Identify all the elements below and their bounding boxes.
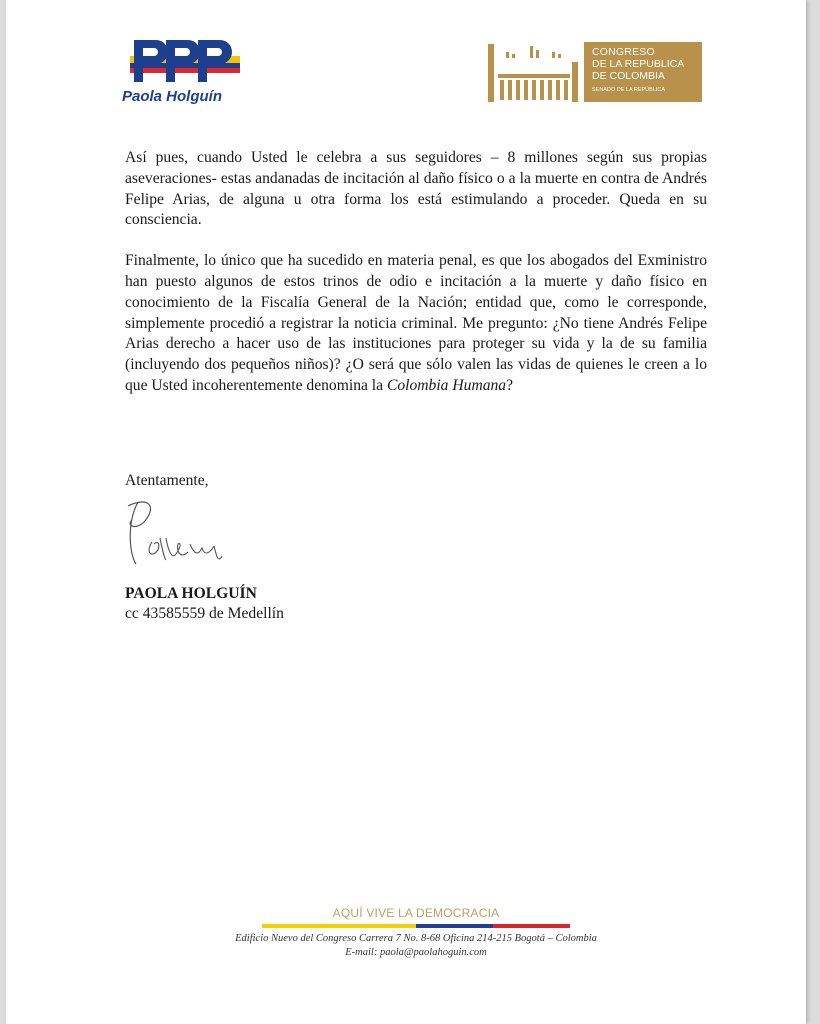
letter-body [125,148,707,417]
footer-email: E-mail: paola@paolahoguin.com [345,947,487,958]
colombia-humana-italic: Colombia Humana [386,376,507,394]
closing-text: Atentamente, [125,472,209,489]
paragraph-2 [125,251,707,397]
flag-red-band [493,924,570,928]
paragraph-2-main: Finalmente, lo único que ha sucedido en materia penal, es que los abogados del Exministro han puesto algunos de estos trinos de odio e incitación a la muerte y daño físico en conocimiento de la Fiscalía General de la Nación; entidad que, como le corresponde, simplemente procedió a registrar la noticia criminal. Me pregunto: ¿No tiene Andrés Felipe Arias derecho a hacer uso de las instituciones para proteger su vida y la de su familia (incluyendo dos pequeños niños)? ¿O será que sólo valen las vidas de quienes le creen a lo que Usted incoherentemente denomina la [125,252,707,394]
signer-id: cc 43585559 de Medellín [125,605,284,622]
footer-slogan: AQUÍ VIVE LA DEMOCRACIA [332,906,500,920]
congreso-line-3: DE COLOMBIA [592,70,665,82]
capitol-building-icon [484,42,582,104]
letter-page [6,0,806,1024]
congreso-label-box [584,42,702,102]
colombia-flag-line [262,924,570,928]
signer-block [125,584,284,624]
congreso-line-1: CONGRESO [592,46,655,58]
paragraph-2-end: ? [506,376,514,394]
flag-yellow-band [262,924,416,928]
footer-address: Edificio Nuevo del Congreso Carrera 7 No. 8-68 Oficina 214-215 Bogotá – Colombia [235,933,597,944]
paola-holguin-logo [122,36,252,108]
congreso-logo [484,42,704,104]
signer-name: PAOLA HOLGUÍN [125,585,257,602]
logo-name-text: Paola Holguín [122,88,223,105]
flag-blue-band [416,924,493,928]
ppp-logo-icon [130,36,240,88]
footer-address-block [166,932,666,960]
paragraph-1: Así pues, cuando Usted le celebra a sus seguidores – 8 millones según sus propias aseveraciones- estas andanadas de incitación al daño físico o a la muerte en contra de Andrés Felipe Arias, de alguna u otra forma los está estimulando a proceder. Queda en su consciencia. [125,149,707,229]
congreso-line-2: DE LA REPUBLICA [592,58,685,70]
handwritten-signature-icon [118,494,248,570]
congreso-line-4: SENADO DE LA REPÚBLICA [592,87,666,93]
